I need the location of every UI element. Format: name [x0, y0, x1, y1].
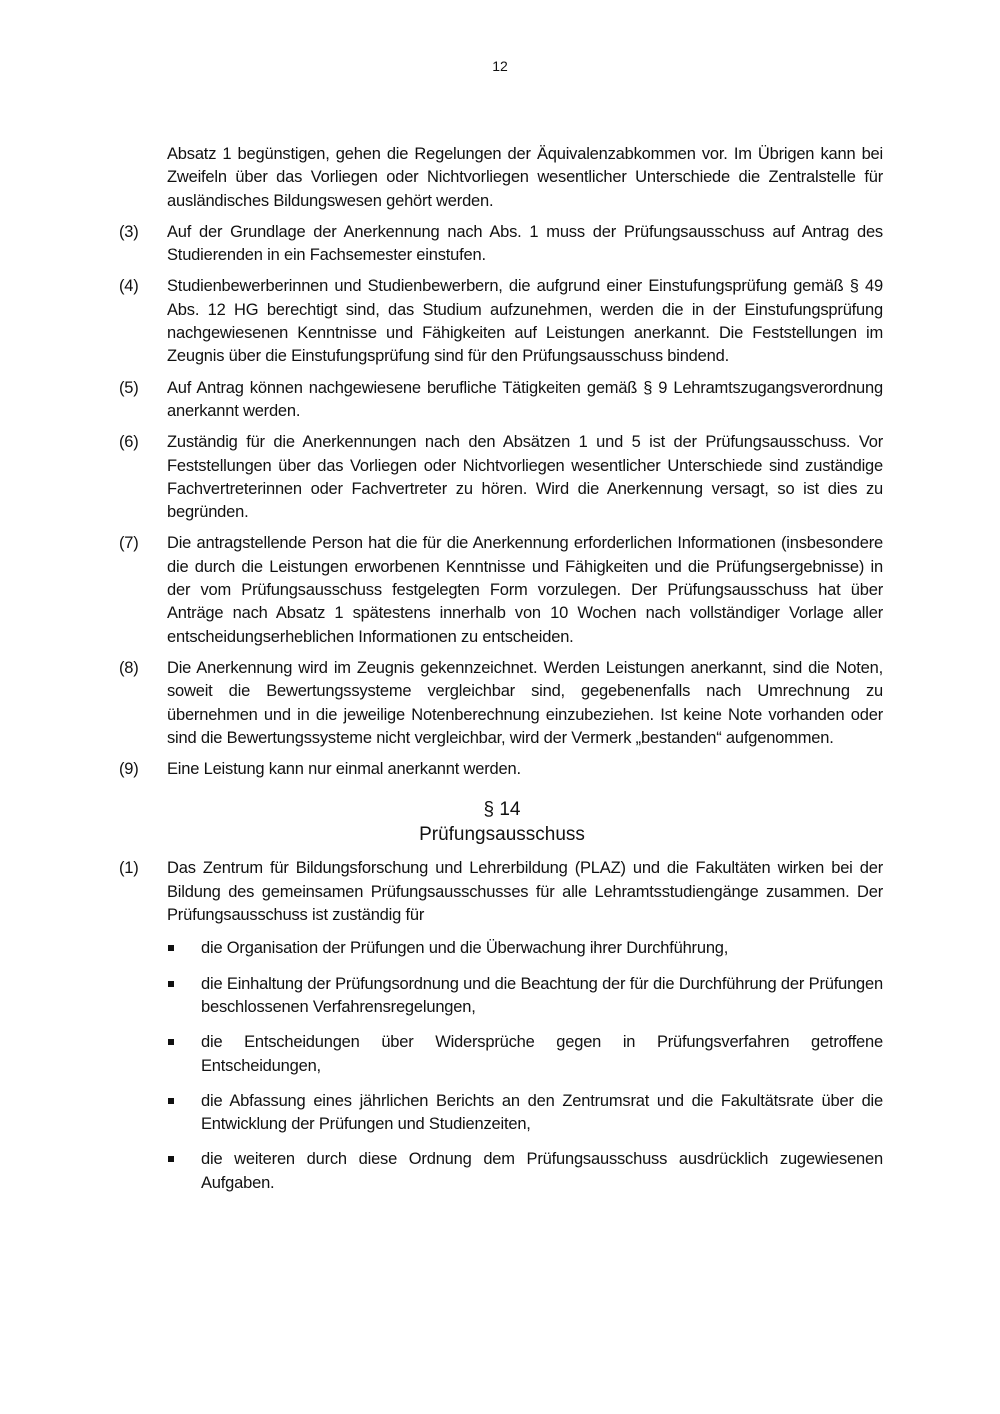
list-item-text: die weiteren durch diese Ordnung dem Prüfungsausschuss ausdrücklich zugewiesenen Aufgaben.	[201, 1150, 883, 1192]
lead-paragraph: Absatz 1 begünstigen, gehen die Regelungen der Äquivalenzabkommen vor. Im Übrigen kann bei Zweifeln über das Vorliegen oder Nichtvorliegen wesentlicher Unterschiede die Zentralstelle für ausländisches Bildungswesen gehört werden.	[167, 145, 883, 210]
paragraph-text: Auf Antrag können nachgewiesene berufliche Tätigkeiten gemäß § 9 Lehramtszugangsverordnung anerkannt werden.	[167, 378, 883, 420]
section-heading	[119, 797, 883, 847]
document-body	[119, 143, 883, 1207]
list-item-text: die Abfassung eines jährlichen Berichts an den Zentrumsrat und die Fakultätsrate über die Entwicklung der Prüfungen und Studienzeiten,	[201, 1091, 883, 1134]
square-bullet-icon	[167, 1031, 201, 1078]
list-item	[167, 1031, 883, 1078]
paragraph-5	[119, 377, 883, 424]
paragraph-text: Die Anerkennung wird im Zeugnis gekennzeichnet. Werden Leistungen anerkannt, sind die Noten, soweit die Bewertungssysteme vergleichbar sind, gegebenenfalls nach Umrechnung zu übernehmen und in die jeweilige Notenberechnung einzubeziehen. Ist keine Note vorhanden oder sind die Bewertungssysteme nicht vergleichbar, wird der Vermerk „bestanden“ aufgenommen.	[167, 658, 883, 747]
paragraph-9	[119, 758, 883, 781]
paragraph-text: Das Zentrum für Bildungsforschung und Lehrerbildung (PLAZ) und die Fakultäten wirken bei der Bildung des gemeinsamen Prüfungsausschusses für alle Lehramtsstudiengänge zusammen. Der Prüfungsausschuss ist zuständig für	[167, 859, 883, 925]
paragraph-number: (3)	[119, 222, 139, 241]
paragraph-text: Auf der Grundlage der Anerkennung nach Abs. 1 muss der Prüfungsausschuss auf Antrag des Studierenden in ein Fachsemester einstufen.	[167, 222, 883, 265]
paragraph-6	[119, 431, 883, 524]
square-bullet-icon	[167, 1148, 201, 1195]
paragraph-text: Zuständig für die Anerkennungen nach den Absätzen 1 und 5 ist der Prüfungsausschuss. Vor Feststellungen über das Vorliegen oder Nichtvorliegen wesentlicher Unterschiede sind zuständige Fachvertreterinnen oder Fachvertreter zu hören. Wird die Anerkennung versagt, so ist dies zu begründen.	[167, 433, 883, 522]
paragraph-text: Eine Leistung kann nur einmal anerkannt werden.	[167, 760, 521, 779]
section-number: § 14	[483, 799, 521, 821]
list-item-text: die Organisation der Prüfungen und die Überwachung ihrer Durchführung,	[201, 939, 729, 958]
paragraph-number: (1)	[119, 859, 139, 878]
list-item	[167, 1148, 883, 1195]
paragraph-number: (4)	[119, 277, 139, 296]
section-title: Prüfungsausschuss	[419, 824, 585, 846]
responsibilities-list	[167, 937, 883, 1195]
paragraph-text: Die antragstellende Person hat die für die Anerkennung erforderlichen Informationen (insbesondere die durch die Leistungen erworbenen Kenntnisse und Fähigkeiten und die Prüfungsergebnisse) in der vom Prüfungsausschuss festgelegten Form vorzulegen. Der Prüfungsausschuss hat über Anträge nach Absatz 1 spätestens innerhalb von 10 Wochen nach vollständiger Vorlage aller entscheidungserheblichen Informationen zu entscheiden.	[167, 534, 883, 646]
square-bullet-icon	[167, 973, 201, 1020]
section-paragraph-1	[119, 857, 883, 927]
paragraph-7	[119, 532, 883, 648]
paragraph-number: (8)	[119, 658, 139, 677]
page-number: 12	[492, 58, 508, 74]
square-bullet-icon	[167, 1090, 201, 1137]
list-item	[167, 973, 883, 1020]
list-item	[167, 937, 883, 960]
list-item-text: die Entscheidungen über Widersprüche gegen in Prüfungsverfahren getroffene Entscheidungen,	[201, 1033, 883, 1075]
paragraph-number: (6)	[119, 433, 139, 452]
paragraph-4	[119, 275, 883, 368]
paragraph-number: (9)	[119, 760, 139, 779]
square-bullet-icon	[167, 937, 201, 960]
list-item	[167, 1090, 883, 1137]
list-item-text: die Einhaltung der Prüfungsordnung und die Beachtung der für die Durchführung der Prüfungen beschlossenen Verfahrensregelungen,	[201, 974, 883, 1016]
paragraph-3	[119, 221, 883, 268]
paragraph-text: Studienbewerberinnen und Studienbewerbern, die aufgrund einer Einstufungsprüfung gemäß § 49 Abs. 12 HG berechtigt sind, das Studium aufzunehmen, werden die in der Einstufungsprüfung nachgewiesenen Kenntnisse und Fähigkeiten auf Leistungen anerkannt. Die Feststellungen im Zeugnis über die Einstufungsprüfung sind für den Prüfungsausschuss bindend.	[167, 277, 883, 366]
paragraph-number: (7)	[119, 534, 139, 553]
paragraph-number: (5)	[119, 378, 139, 397]
paragraph-8	[119, 657, 883, 750]
